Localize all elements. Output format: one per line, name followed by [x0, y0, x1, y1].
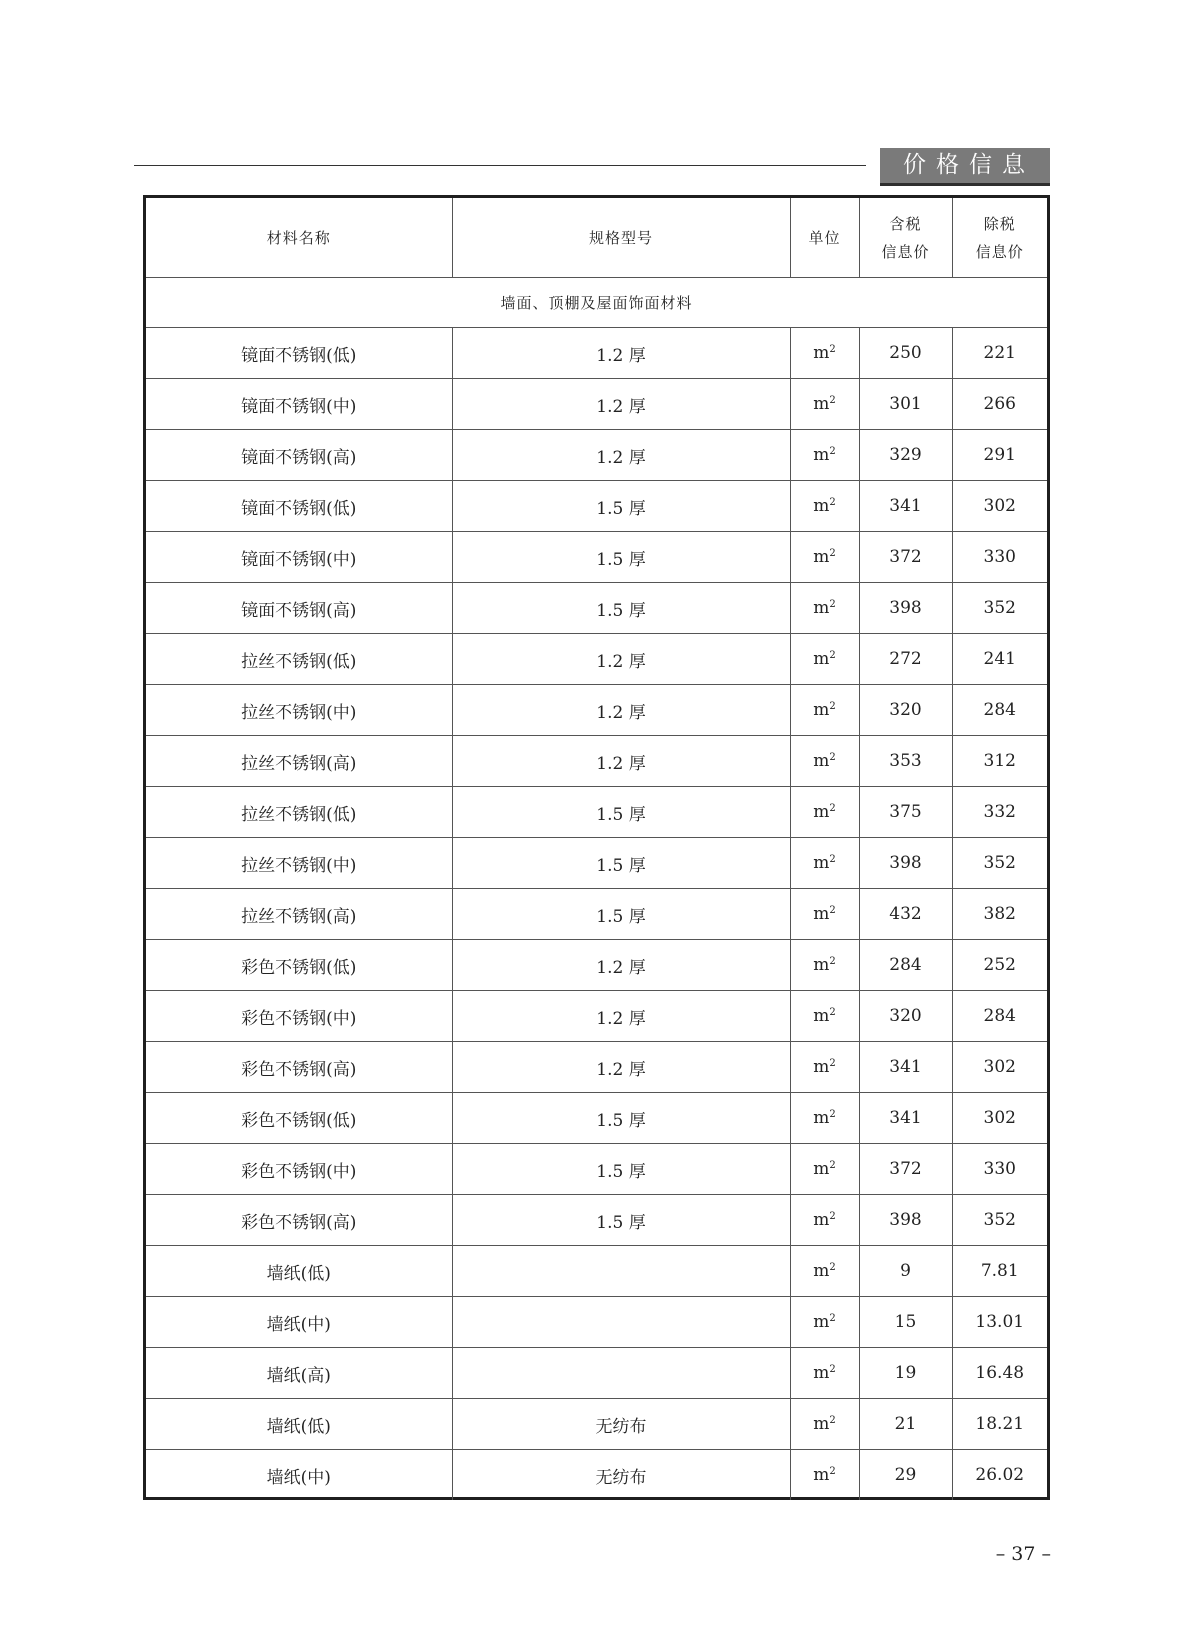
cell-unit: [790, 1399, 859, 1450]
cell-spec: 1.2 厚: [452, 940, 790, 991]
cell-price-tax-inclusive: 329: [859, 430, 952, 481]
table-row: [146, 430, 1047, 481]
unit-base: m: [813, 649, 830, 669]
cell-price-tax-exclusive: 302: [952, 1042, 1047, 1093]
cell-unit: [790, 1348, 859, 1399]
cell-price-tax-exclusive: 18.21: [952, 1399, 1047, 1450]
cell-price-tax-inclusive: 375: [859, 787, 952, 838]
cell-unit: [790, 328, 859, 379]
cell-spec: 1.5 厚: [452, 583, 790, 634]
cell-price-tax-inclusive: 320: [859, 991, 952, 1042]
table-row: [146, 1348, 1047, 1399]
cell-price-tax-exclusive: 16.48: [952, 1348, 1047, 1399]
header-rule: [134, 165, 866, 166]
cell-price-tax-inclusive: 21: [859, 1399, 952, 1450]
cell-price-tax-exclusive: 291: [952, 430, 1047, 481]
category-label: 墙面、顶棚及屋面饰面材料: [146, 278, 1047, 328]
header-tax-inclusive: [859, 198, 952, 278]
cell-spec: 1.5 厚: [452, 1195, 790, 1246]
unit-base: m: [813, 1465, 830, 1485]
unit-base: m: [813, 1210, 830, 1230]
cell-spec: 1.5 厚: [452, 838, 790, 889]
cell-price-tax-inclusive: 398: [859, 583, 952, 634]
cell-spec: 无纺布: [452, 1450, 790, 1501]
cell-price-tax-exclusive: 13.01: [952, 1297, 1047, 1348]
cell-price-tax-inclusive: 250: [859, 328, 952, 379]
cell-price-tax-inclusive: 432: [859, 889, 952, 940]
cell-unit: [790, 940, 859, 991]
cell-unit: [790, 379, 859, 430]
price-table-frame: [143, 195, 1050, 1500]
unit-exponent: 2: [829, 1007, 836, 1018]
table-row: [146, 787, 1047, 838]
page-number: – 37 –: [995, 1543, 1051, 1565]
cell-unit: [790, 787, 859, 838]
cell-unit: [790, 736, 859, 787]
cell-unit: [790, 430, 859, 481]
cell-name: 镜面不锈钢(高): [146, 430, 452, 481]
unit-base: m: [813, 1363, 830, 1383]
cell-name: 彩色不锈钢(高): [146, 1042, 452, 1093]
unit-base: m: [813, 904, 830, 924]
unit-exponent: 2: [829, 1415, 836, 1426]
unit-base: m: [813, 394, 830, 414]
table-row: [146, 889, 1047, 940]
table-row: [146, 1297, 1047, 1348]
cell-unit: [790, 838, 859, 889]
cell-price-tax-inclusive: 19: [859, 1348, 952, 1399]
cell-unit: [790, 1195, 859, 1246]
unit-exponent: 2: [829, 1160, 836, 1171]
table-row: [146, 1246, 1047, 1297]
unit-exponent: 2: [829, 1364, 836, 1375]
cell-name: 彩色不锈钢(低): [146, 940, 452, 991]
unit-exponent: 2: [829, 446, 836, 457]
unit-base: m: [813, 955, 830, 975]
unit-base: m: [813, 1312, 830, 1332]
unit-exponent: 2: [829, 497, 836, 508]
table-row: [146, 685, 1047, 736]
cell-spec: 1.5 厚: [452, 1093, 790, 1144]
cell-spec: [452, 1297, 790, 1348]
table-header-row: [146, 198, 1047, 278]
cell-spec: 1.2 厚: [452, 634, 790, 685]
cell-price-tax-exclusive: 352: [952, 583, 1047, 634]
cell-spec: 无纺布: [452, 1399, 790, 1450]
cell-price-tax-exclusive: 302: [952, 481, 1047, 532]
table-row: [146, 736, 1047, 787]
header-tax-inclusive-line1: 含税: [889, 214, 922, 233]
unit-exponent: 2: [829, 905, 836, 916]
section-title: 价格信息: [880, 148, 1050, 186]
header-tax-exclusive-line1: 除税: [983, 214, 1016, 233]
cell-price-tax-inclusive: 372: [859, 532, 952, 583]
unit-exponent: 2: [829, 854, 836, 865]
cell-name: 墙纸(中): [146, 1450, 452, 1501]
unit-exponent: 2: [829, 599, 836, 610]
cell-name: 彩色不锈钢(低): [146, 1093, 452, 1144]
unit-exponent: 2: [829, 344, 836, 355]
cell-price-tax-exclusive: 284: [952, 685, 1047, 736]
table-row: [146, 1195, 1047, 1246]
cell-name: 彩色不锈钢(高): [146, 1195, 452, 1246]
cell-price-tax-inclusive: 341: [859, 1042, 952, 1093]
cell-price-tax-exclusive: 330: [952, 532, 1047, 583]
table-row: [146, 940, 1047, 991]
cell-price-tax-exclusive: 266: [952, 379, 1047, 430]
cell-name: 墙纸(中): [146, 1297, 452, 1348]
cell-spec: 1.2 厚: [452, 736, 790, 787]
cell-unit: [790, 1093, 859, 1144]
unit-exponent: 2: [829, 395, 836, 406]
cell-unit: [790, 1042, 859, 1093]
unit-exponent: 2: [829, 1313, 836, 1324]
unit-base: m: [813, 1006, 830, 1026]
cell-name: 墙纸(高): [146, 1348, 452, 1399]
cell-name: 彩色不锈钢(中): [146, 1144, 452, 1195]
unit-exponent: 2: [829, 650, 836, 661]
cell-price-tax-inclusive: 15: [859, 1297, 952, 1348]
header-tax-inclusive-line2: 信息价: [881, 242, 930, 261]
cell-spec: 1.2 厚: [452, 685, 790, 736]
cell-name: 拉丝不锈钢(中): [146, 838, 452, 889]
cell-price-tax-exclusive: 26.02: [952, 1450, 1047, 1501]
table-row: [146, 1399, 1047, 1450]
cell-price-tax-exclusive: 352: [952, 1195, 1047, 1246]
cell-price-tax-inclusive: 398: [859, 838, 952, 889]
cell-price-tax-inclusive: 320: [859, 685, 952, 736]
unit-base: m: [813, 1057, 830, 1077]
cell-price-tax-inclusive: 284: [859, 940, 952, 991]
cell-name: 镜面不锈钢(低): [146, 328, 452, 379]
unit-base: m: [813, 1108, 830, 1128]
cell-spec: 1.2 厚: [452, 1042, 790, 1093]
cell-name: 拉丝不锈钢(低): [146, 787, 452, 838]
header-spec: 规格型号: [452, 198, 790, 278]
cell-name: 镜面不锈钢(高): [146, 583, 452, 634]
unit-exponent: 2: [829, 1109, 836, 1120]
table-row: [146, 634, 1047, 685]
cell-price-tax-inclusive: 9: [859, 1246, 952, 1297]
price-table: [146, 198, 1047, 1500]
unit-base: m: [813, 598, 830, 618]
cell-price-tax-exclusive: 7.81: [952, 1246, 1047, 1297]
cell-price-tax-exclusive: 241: [952, 634, 1047, 685]
table-row: [146, 991, 1047, 1042]
table-row: [146, 1144, 1047, 1195]
cell-spec: 1.5 厚: [452, 532, 790, 583]
cell-spec: 1.5 厚: [452, 1144, 790, 1195]
cell-spec: 1.2 厚: [452, 991, 790, 1042]
cell-price-tax-inclusive: 398: [859, 1195, 952, 1246]
cell-name: 镜面不锈钢(中): [146, 379, 452, 430]
cell-spec: [452, 1348, 790, 1399]
table-body: [146, 278, 1047, 1501]
cell-name: 拉丝不锈钢(中): [146, 685, 452, 736]
cell-spec: 1.2 厚: [452, 430, 790, 481]
cell-unit: [790, 1297, 859, 1348]
header-unit: 单位: [790, 198, 859, 278]
table-row: [146, 328, 1047, 379]
cell-price-tax-exclusive: 382: [952, 889, 1047, 940]
cell-price-tax-exclusive: 284: [952, 991, 1047, 1042]
unit-exponent: 2: [829, 548, 836, 559]
table-row: [146, 1450, 1047, 1501]
unit-exponent: 2: [829, 1262, 836, 1273]
table-row: [146, 532, 1047, 583]
table-row: [146, 1042, 1047, 1093]
unit-exponent: 2: [829, 752, 836, 763]
cell-price-tax-inclusive: 272: [859, 634, 952, 685]
cell-price-tax-exclusive: 221: [952, 328, 1047, 379]
cell-unit: [790, 889, 859, 940]
unit-base: m: [813, 445, 830, 465]
cell-name: 镜面不锈钢(中): [146, 532, 452, 583]
cell-unit: [790, 634, 859, 685]
table-row: [146, 1093, 1047, 1144]
cell-spec: 1.5 厚: [452, 481, 790, 532]
cell-name: 拉丝不锈钢(低): [146, 634, 452, 685]
cell-spec: 1.5 厚: [452, 889, 790, 940]
cell-name: 墙纸(低): [146, 1399, 452, 1450]
table-row: [146, 481, 1047, 532]
unit-base: m: [813, 343, 830, 363]
cell-unit: [790, 991, 859, 1042]
table-row: [146, 379, 1047, 430]
cell-name: 墙纸(低): [146, 1246, 452, 1297]
category-row: [146, 278, 1047, 328]
cell-price-tax-exclusive: 302: [952, 1093, 1047, 1144]
header-name: 材料名称: [146, 198, 452, 278]
cell-spec: [452, 1246, 790, 1297]
cell-name: 彩色不锈钢(中): [146, 991, 452, 1042]
cell-price-tax-exclusive: 312: [952, 736, 1047, 787]
unit-base: m: [813, 1414, 830, 1434]
cell-spec: 1.2 厚: [452, 328, 790, 379]
cell-name: 拉丝不锈钢(高): [146, 736, 452, 787]
unit-exponent: 2: [829, 956, 836, 967]
unit-base: m: [813, 700, 830, 720]
cell-price-tax-inclusive: 301: [859, 379, 952, 430]
cell-unit: [790, 532, 859, 583]
unit-base: m: [813, 1261, 830, 1281]
unit-base: m: [813, 1159, 830, 1179]
unit-exponent: 2: [829, 1466, 836, 1477]
unit-base: m: [813, 853, 830, 873]
header-tax-exclusive: [952, 198, 1047, 278]
cell-price-tax-inclusive: 341: [859, 481, 952, 532]
cell-name: 拉丝不锈钢(高): [146, 889, 452, 940]
cell-unit: [790, 1246, 859, 1297]
unit-exponent: 2: [829, 701, 836, 712]
cell-price-tax-exclusive: 332: [952, 787, 1047, 838]
unit-base: m: [813, 802, 830, 822]
cell-unit: [790, 583, 859, 634]
cell-unit: [790, 1450, 859, 1501]
cell-price-tax-exclusive: 252: [952, 940, 1047, 991]
table-row: [146, 583, 1047, 634]
cell-spec: 1.5 厚: [452, 787, 790, 838]
cell-unit: [790, 481, 859, 532]
unit-base: m: [813, 751, 830, 771]
cell-price-tax-inclusive: 353: [859, 736, 952, 787]
cell-price-tax-inclusive: 341: [859, 1093, 952, 1144]
cell-price-tax-exclusive: 352: [952, 838, 1047, 889]
unit-base: m: [813, 496, 830, 516]
cell-price-tax-inclusive: 372: [859, 1144, 952, 1195]
cell-price-tax-exclusive: 330: [952, 1144, 1047, 1195]
unit-exponent: 2: [829, 803, 836, 814]
cell-price-tax-inclusive: 29: [859, 1450, 952, 1501]
cell-spec: 1.2 厚: [452, 379, 790, 430]
cell-unit: [790, 1144, 859, 1195]
cell-unit: [790, 685, 859, 736]
unit-base: m: [813, 547, 830, 567]
unit-exponent: 2: [829, 1058, 836, 1069]
unit-exponent: 2: [829, 1211, 836, 1222]
cell-name: 镜面不锈钢(低): [146, 481, 452, 532]
header-tax-exclusive-line2: 信息价: [975, 242, 1024, 261]
table-row: [146, 838, 1047, 889]
